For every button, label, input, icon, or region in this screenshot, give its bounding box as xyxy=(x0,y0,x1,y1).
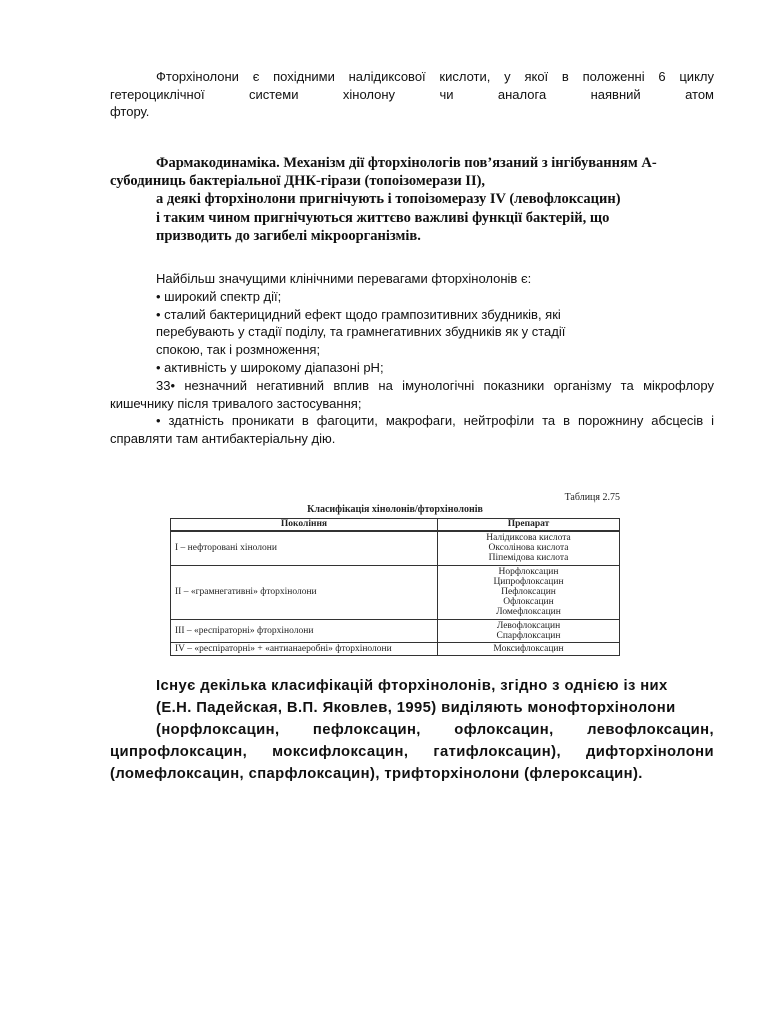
classification-table-figure xyxy=(170,492,620,656)
classification-text: Існує декілька класифікацій фторхінолонів, згідно з однією із них xyxy=(156,678,668,694)
table-row xyxy=(171,619,620,642)
advantage-item-continuation: перебувають у стадії поділу, та грамнегативних збудників як у стадії xyxy=(156,324,566,340)
classification-paragraph xyxy=(110,675,714,785)
generation-cell: IV – «респіраторні» + «антианаеробні» фторхінолони xyxy=(171,643,438,656)
drug-name: Пефлоксацин xyxy=(501,587,556,598)
drug-cell xyxy=(438,643,620,656)
column-header-generation: Покоління xyxy=(171,519,438,532)
table-row xyxy=(171,643,620,656)
pharmacodynamics-line: і таким чином пригнічуються життєво важливі функції бактерій, що xyxy=(156,209,610,226)
intro-paragraph xyxy=(110,68,714,121)
table-header-row xyxy=(171,519,620,532)
drug-cell xyxy=(438,565,620,619)
pharmacodynamics-line: Фармакодинаміка. Механізм дії фторхінологів пов’язаний з інгібуванням А- xyxy=(156,155,657,171)
drug-name: Піпемідова кислота xyxy=(488,553,569,564)
generation-cell: II – «грамнегативні» фторхінолони xyxy=(171,565,438,619)
drug-name: Оксолінова кислота xyxy=(488,543,569,554)
intro-line: Фторхінолони є похідними налідиксової кислоти, у якої в положенні 6 циклу xyxy=(156,69,714,84)
drug-name: Норфлоксацин xyxy=(498,566,559,577)
drug-name: Налідиксова кислота xyxy=(486,533,571,543)
advantage-item: 33• незначний негативний вплив на імунологічні показники організму та мікрофлору кишечнику після тривалого застосування; xyxy=(110,377,714,411)
drug-name: Ципрофлоксацин xyxy=(493,576,564,587)
pharmacodynamics-line: а деякі фторхінолони пригнічують і топоізомеразу IV (левофлоксацин) xyxy=(156,191,621,208)
drug-name: Ломефлоксацин xyxy=(496,607,561,618)
classification-table xyxy=(170,518,620,656)
pharmacodynamics-line: призводить до загибелі мікроорганізмів. xyxy=(156,227,421,244)
table-row xyxy=(171,565,620,619)
drug-cell xyxy=(438,619,620,642)
drug-name: Моксифлоксацин xyxy=(493,644,564,655)
advantages-list xyxy=(110,270,714,448)
pharmacodynamics-paragraph xyxy=(110,154,714,245)
table-caption: Класифікація хінолонів/фторхінолонів xyxy=(307,504,483,515)
generation-cell: III – «респіраторні» фторхінолони xyxy=(171,619,438,642)
advantage-item: • активність у широкому діапазоні рН; xyxy=(156,359,384,375)
pharmacodynamics-line: субодиниць бактеріальної ДНК-гірази (топоізомерази ІІ), xyxy=(110,173,486,190)
advantage-item-continuation: спокою, так і розмноження; xyxy=(156,342,321,358)
advantage-item: • здатність проникати в фагоцити, макрофаги, нейтрофіли та в порожнину абсцесів і справляти там антибактеріальну дію. xyxy=(110,413,714,447)
table-number: Таблиця 2.75 xyxy=(564,492,620,503)
drug-name: Левофлоксацин xyxy=(496,620,561,631)
advantage-item: • широкий спектр дії; xyxy=(156,288,282,304)
column-header-drug: Препарат xyxy=(438,519,620,532)
intro-line: фтору. xyxy=(110,104,150,119)
generation-cell: I – нефторовані хінолони xyxy=(171,531,438,565)
table-row xyxy=(171,531,620,565)
advantages-heading: Найбільш значущими клінічними перевагами фторхінолонів є: xyxy=(156,271,532,286)
drug-name: Спарфлоксацин xyxy=(496,630,561,641)
intro-line: гетероциклічної системи хінолону чи аналога наявний атом xyxy=(110,86,714,102)
drug-name: Офлоксацин xyxy=(503,597,554,608)
advantage-item: • сталий бактерицидний ефект щодо грампозитивних збудників, які xyxy=(156,306,561,322)
classification-text: (Е.Н. Падейская, В.П. Яковлев, 1995) виділяють монофторхінолони xyxy=(156,700,676,716)
classification-text: (норфлоксацин, пефлоксацин, офлоксацин, левофлоксацин, ципрофлоксацин, моксифлоксацин, гатифлоксацин), дифторхінолони (ломефлоксацин, спарфлоксацин), трифторхінолони (флероксацин). xyxy=(110,722,714,782)
drug-cell xyxy=(438,531,620,565)
